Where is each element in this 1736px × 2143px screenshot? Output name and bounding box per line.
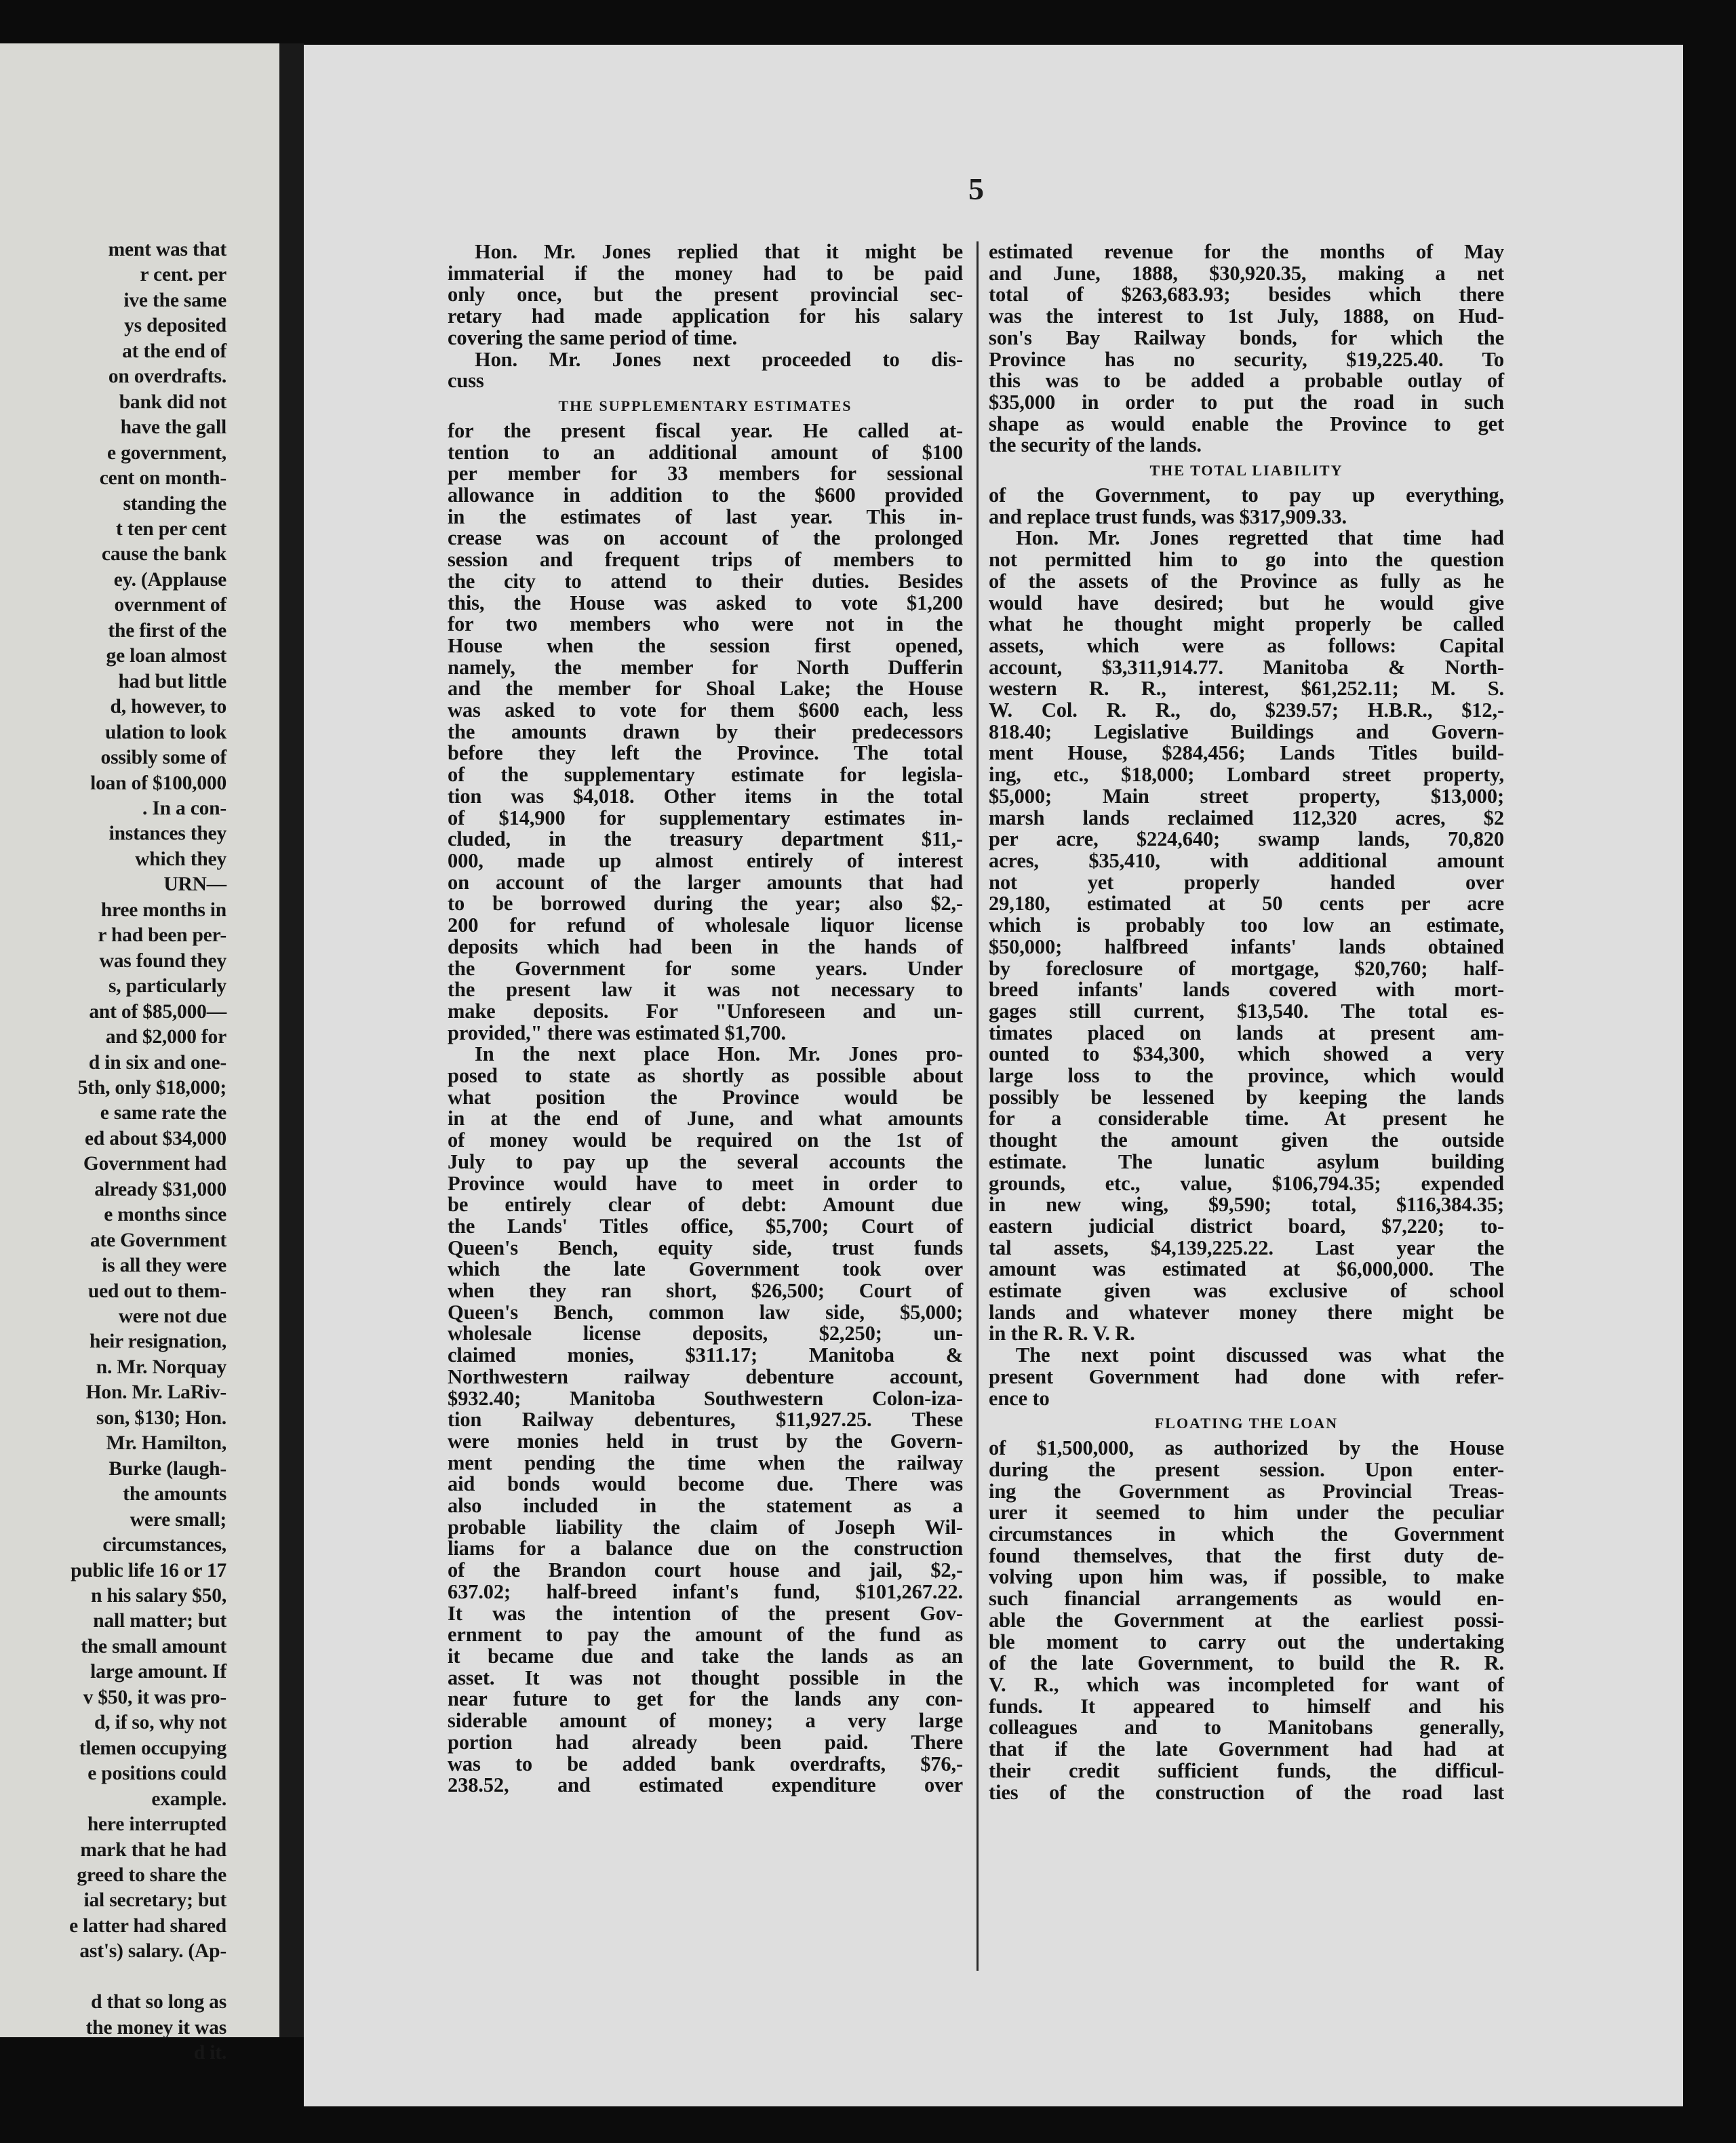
text-line: asset. It was not thought possible in the bbox=[448, 1666, 963, 1689]
text-line: ties of the construction of the road last bbox=[989, 1780, 1504, 1804]
text-line: the present law it was not necessary to bbox=[448, 978, 963, 1002]
text-line: tal assets, $4,139,225.22. Last year the bbox=[989, 1236, 1504, 1259]
text-line: which the late Government took over bbox=[448, 1257, 963, 1281]
text-line: was asked to vote for them $600 each, less bbox=[448, 699, 963, 722]
text-column-right bbox=[989, 241, 1504, 1803]
left-fragment-line: at the end of bbox=[122, 340, 226, 362]
text-line: estimate given was exclusive of school bbox=[989, 1279, 1504, 1303]
text-line: what he thought might properly be called bbox=[989, 612, 1504, 636]
text-line: only once, but the present provincial sec- bbox=[448, 283, 963, 307]
text-line: ble moment to carry out the undertaking bbox=[989, 1630, 1504, 1653]
text-line: in the R. R. V. R. bbox=[989, 1322, 1135, 1345]
left-fragment-line: e latter had shared bbox=[69, 1914, 226, 1937]
text-line: crease was on account of the prolonged bbox=[448, 526, 963, 550]
text-line: per member for 33 members for sessional bbox=[448, 462, 963, 486]
text-line: tion Railway debentures, $11,927.25. These bbox=[448, 1408, 963, 1432]
text-line: before they left the Province. The total bbox=[448, 741, 963, 765]
text-line: per acre, $224,640; swamp lands, 70,820 bbox=[989, 827, 1504, 851]
left-fragment-line: greed to share the bbox=[77, 1864, 226, 1886]
left-fragment-line: tlemen occupying bbox=[79, 1737, 226, 1759]
column-divider bbox=[976, 241, 979, 1971]
left-fragment-line: had but little bbox=[118, 670, 226, 692]
text-line: House when the session first opened, bbox=[448, 633, 963, 657]
text-line: Hon. Mr. Jones replied that it might be bbox=[475, 240, 963, 263]
text-line: that if the late Government had had at bbox=[989, 1737, 1504, 1761]
text-line: colleagues and to Manitobans generally, bbox=[989, 1716, 1504, 1739]
text-line: timates placed on lands at present am- bbox=[989, 1021, 1504, 1044]
text-line: western R. R., interest, $61,252.11; M. S. bbox=[989, 677, 1504, 701]
left-fragment-line: example. bbox=[151, 1788, 226, 1810]
left-fragment-line: t ten per cent bbox=[116, 517, 226, 540]
text-line: found themselves, that the first duty de- bbox=[989, 1544, 1504, 1567]
text-line: Hon. Mr. Jones regretted that time had bbox=[1016, 526, 1504, 550]
text-line: cuss bbox=[448, 369, 484, 393]
left-fragment-line: ast's) salary. (Ap- bbox=[79, 1940, 226, 1963]
left-fragment-line: already $31,000 bbox=[94, 1178, 226, 1200]
left-fragment-line: the amounts bbox=[123, 1483, 226, 1506]
text-line: was the interest to 1st July, 1888, on Hud- bbox=[989, 304, 1504, 328]
text-line: amount was estimated at $6,000,000. The bbox=[989, 1257, 1504, 1281]
left-fragment-line: d, if so, why not bbox=[94, 1712, 226, 1734]
text-line: the amounts drawn by their predecessors bbox=[448, 720, 963, 743]
text-line: such financial arrangements as would en- bbox=[989, 1587, 1504, 1611]
text-line: marsh lands reclaimed 112,320 acres, $2 bbox=[989, 806, 1504, 829]
left-fragment-line: here interrupted bbox=[87, 1813, 226, 1836]
text-line: the Government for some years. Under bbox=[448, 956, 963, 980]
left-fragment-line: Hon. Mr. LaRiv- bbox=[85, 1381, 226, 1404]
left-fragment-line: the first of the bbox=[108, 619, 226, 642]
left-fragment-line: instances they bbox=[108, 823, 226, 845]
left-fragment-line: d, however, to bbox=[110, 696, 226, 718]
left-fragment-line: the money it was bbox=[85, 2016, 226, 2039]
left-fragment-line: loan of $100,000 bbox=[90, 772, 226, 794]
text-line: the Lands' Titles office, $5,700; Court of bbox=[448, 1214, 963, 1238]
left-fragment-line: r cent. per bbox=[140, 264, 226, 286]
text-line: 818.40; Legislative Buildings and Govern- bbox=[989, 720, 1504, 743]
left-fragment-line: e positions could bbox=[87, 1763, 226, 1785]
left-fragment-line: r had been per- bbox=[98, 924, 226, 947]
left-fragment-line: and $2,000 for bbox=[105, 1026, 226, 1048]
left-fragment-line: s, particularly bbox=[108, 975, 226, 998]
text-line: volving upon him was, if possible, to make bbox=[989, 1565, 1504, 1589]
text-line: grounds, etc., value, $106,794.35; expended bbox=[989, 1171, 1504, 1195]
left-fragment-line: was found they bbox=[99, 949, 226, 972]
left-fragment-line: d it. bbox=[193, 2042, 226, 2064]
text-line: July to pay up the several accounts the bbox=[448, 1149, 963, 1173]
text-line: of money would be required on the 1st of bbox=[448, 1128, 963, 1152]
text-column-left bbox=[448, 241, 963, 1796]
text-line: breed infants' lands covered with mort- bbox=[989, 978, 1504, 1002]
text-line: the security of the lands. bbox=[989, 433, 1202, 457]
left-fragment-line: have the gall bbox=[120, 416, 226, 439]
left-fragment-line: heir resignation, bbox=[89, 1331, 226, 1353]
left-fragment-line: ulation to look bbox=[105, 721, 226, 743]
text-line: and the member for Shoal Lake; the House bbox=[448, 677, 963, 701]
text-line: namely, the member for North Dufferin bbox=[448, 655, 963, 679]
text-line: immaterial if the money had to be paid bbox=[448, 261, 963, 285]
text-line: W. Col. R. R., do, $239.57; H.B.R., $12,- bbox=[989, 699, 1504, 722]
text-line: of $14,900 for supplementary estimates in- bbox=[448, 806, 963, 829]
text-line: posed to state as shortly as possible about bbox=[448, 1064, 963, 1088]
left-fragment-line: mark that he had bbox=[80, 1839, 226, 1861]
section-heading: THE SUPPLEMENTARY ESTIMATES bbox=[558, 397, 852, 414]
section-heading: THE TOTAL LIABILITY bbox=[1149, 462, 1343, 479]
text-line: it became due and take the lands as an bbox=[448, 1645, 963, 1668]
text-line: gages still current, $13,540. The total es- bbox=[989, 999, 1504, 1023]
text-line: of the Brandon court house and jail, $2,- bbox=[448, 1558, 963, 1582]
left-fragment-line: ued out to them- bbox=[87, 1280, 226, 1302]
text-line: ernment to pay the amount of the fund as bbox=[448, 1623, 963, 1647]
text-line: ounted to $34,300, which showed a very bbox=[989, 1042, 1504, 1066]
left-fragment-line: d in six and one- bbox=[88, 1051, 226, 1074]
text-line: acres, $35,410, with additional amount bbox=[989, 848, 1504, 872]
text-line: wholesale license deposits, $2,250; un- bbox=[448, 1322, 963, 1345]
text-line: this, the House was asked to vote $1,200 bbox=[448, 591, 963, 614]
text-line: funds. It appeared to himself and his bbox=[989, 1694, 1504, 1718]
text-line: covering the same period of time. bbox=[448, 326, 738, 349]
text-line: tion was $4,018. Other items in the total bbox=[448, 784, 963, 808]
text-line: V. R., which was incompleted for want of bbox=[989, 1673, 1504, 1696]
text-line: ence to bbox=[989, 1386, 1050, 1410]
left-fragment-line: bank did not bbox=[119, 391, 226, 413]
left-page-fragment bbox=[0, 43, 279, 2064]
left-fragment-line: on overdrafts. bbox=[108, 366, 226, 388]
text-line: $932.40; Manitoba Southwestern Colon-iza- bbox=[448, 1386, 963, 1410]
left-fragment-line: son, $130; Hon. bbox=[96, 1407, 226, 1429]
left-page-lines bbox=[0, 237, 226, 2066]
text-line: account, $3,311,914.77. Manitoba & North- bbox=[989, 655, 1504, 679]
text-line: Hon. Mr. Jones next proceeded to dis- bbox=[475, 347, 963, 371]
text-line: 238.52, and estimated expenditure over bbox=[448, 1773, 963, 1797]
left-fragment-line: ge loan almost bbox=[106, 645, 226, 667]
text-line: In the next place Hon. Mr. Jones pro- bbox=[475, 1042, 963, 1066]
left-fragment-line: public life 16 or 17 bbox=[71, 1559, 226, 1581]
text-line: liams for a balance due on the construction bbox=[448, 1537, 963, 1560]
text-line: claimed monies, $311.17; Manitoba & bbox=[448, 1343, 963, 1367]
text-line: the city to attend to their duties. Besides bbox=[448, 569, 963, 593]
left-fragment-line: e same rate the bbox=[100, 1102, 226, 1124]
left-fragment-line: ate Government bbox=[90, 1229, 226, 1251]
left-fragment-line: v $50, it was pro- bbox=[83, 1686, 226, 1708]
text-line: son's Bay Railway bonds, for which the bbox=[989, 326, 1504, 349]
left-fragment-line: Government had bbox=[83, 1153, 226, 1175]
left-fragment-line: n his salary $50, bbox=[91, 1585, 226, 1607]
section-heading: FLOATING THE LOAN bbox=[1154, 1415, 1339, 1432]
text-line: ing, etc., $18,000; Lombard street property, bbox=[989, 763, 1504, 787]
text-line: of the Government, to pay up everything, bbox=[989, 484, 1504, 507]
text-line: what position the Province would be bbox=[448, 1085, 963, 1109]
text-line: cluded, in the treasury department $11,- bbox=[448, 827, 963, 851]
left-fragment-line: n. Mr. Norquay bbox=[96, 1356, 226, 1378]
text-line: in at the end of June, and what amounts bbox=[448, 1107, 963, 1131]
text-line: deposits which had been in the hands of bbox=[448, 935, 963, 958]
left-fragment-line: URN— bbox=[163, 873, 226, 896]
text-line: shape as would enable the Province to get bbox=[989, 412, 1504, 435]
text-line: siderable amount of money; a very large bbox=[448, 1709, 963, 1733]
left-fragment-line: large amount. If bbox=[90, 1661, 226, 1683]
text-line: present Government had done with refer- bbox=[989, 1364, 1504, 1388]
text-line: and replace trust funds, was $317,909.33. bbox=[989, 505, 1347, 528]
text-line: $5,000; Main street property, $13,000; bbox=[989, 784, 1504, 808]
left-fragment-line: is all they were bbox=[102, 1255, 226, 1277]
text-line: 29,180, estimated at 50 cents per acre bbox=[989, 892, 1504, 916]
text-line: retary had made application for his salary bbox=[448, 304, 963, 328]
text-line: session and frequent trips of members to bbox=[448, 548, 963, 572]
text-line: ment pending the time when the railway bbox=[448, 1451, 963, 1474]
text-line: probable liability the claim of Joseph Wil- bbox=[448, 1515, 963, 1539]
text-line: for a considerable time. At present he bbox=[989, 1107, 1504, 1131]
text-line: circumstances in which the Government bbox=[989, 1522, 1504, 1546]
left-fragment-line: overnment of bbox=[114, 594, 226, 616]
left-fragment-line: ial secretary; but bbox=[83, 1889, 226, 1912]
text-line: also included in the statement as a bbox=[448, 1494, 963, 1518]
text-line: make deposits. For "Unforeseen and un- bbox=[448, 999, 963, 1023]
text-line: aid bonds would become due. There was bbox=[448, 1472, 963, 1496]
text-line: tention to an additional amount of $100 bbox=[448, 440, 963, 464]
left-fragment-line: Burke (laugh- bbox=[108, 1457, 226, 1480]
text-line: was to be added bank overdrafts, $76,- bbox=[448, 1752, 963, 1775]
text-line: of $1,500,000, as authorized by the House bbox=[989, 1436, 1504, 1460]
text-line: of the supplementary estimate for legisla- bbox=[448, 763, 963, 787]
left-fragment-line: cause the bank bbox=[101, 543, 226, 566]
text-line: Queen's Bench, equity side, trust funds bbox=[448, 1236, 963, 1259]
text-line: their credit sufficient funds, the difficul- bbox=[989, 1758, 1504, 1782]
text-line: which is probably too low an estimate, bbox=[989, 913, 1504, 937]
left-fragment-line: ant of $85,000— bbox=[89, 1000, 226, 1023]
text-line: The next point discussed was what the bbox=[1016, 1343, 1504, 1367]
left-fragment-line: e months since bbox=[104, 1204, 226, 1226]
text-line: of the late Government, to build the R. R. bbox=[989, 1651, 1504, 1675]
text-line: in new wing, $9,590; total, $116,384.35; bbox=[989, 1193, 1504, 1217]
text-line: to be borrowed during the year; also $2,- bbox=[448, 892, 963, 916]
text-line: estimate. The lunatic asylum building bbox=[989, 1149, 1504, 1173]
text-line: for the present fiscal year. He called at- bbox=[448, 418, 963, 442]
left-fragment-line: circumstances, bbox=[102, 1534, 226, 1556]
text-line: assets, which were as follows: Capital bbox=[989, 633, 1504, 657]
text-line: during the present session. Upon enter- bbox=[989, 1457, 1504, 1481]
page-gutter bbox=[279, 43, 304, 2037]
text-line: by foreclosure of mortgage, $20,760; half- bbox=[989, 956, 1504, 980]
scan-border bbox=[1683, 37, 1736, 2143]
left-fragment-line: were not due bbox=[118, 1305, 226, 1328]
text-line: large loss to the province, which would bbox=[989, 1064, 1504, 1088]
text-line: $50,000; halfbreed infants' lands obtained bbox=[989, 935, 1504, 958]
text-line: Province would have to meet in order to bbox=[448, 1171, 963, 1195]
text-line: be entirely clear of debt: Amount due bbox=[448, 1193, 963, 1217]
text-line: for two members who were not in the bbox=[448, 612, 963, 636]
text-line: 200 for refund of wholesale liquor license bbox=[448, 913, 963, 937]
text-line: lands and whatever money there might be bbox=[989, 1300, 1504, 1324]
text-line: thought the amount given the outside bbox=[989, 1128, 1504, 1152]
text-line: estimated revenue for the months of May bbox=[989, 240, 1504, 263]
left-fragment-line: hree months in bbox=[100, 899, 226, 921]
text-line: Province has no security, $19,225.40. To bbox=[989, 347, 1504, 371]
text-line: not permitted him to go into the question bbox=[989, 548, 1504, 572]
text-line: not yet properly handed over bbox=[989, 870, 1504, 894]
left-fragment-line: ment was that bbox=[108, 239, 226, 260]
text-line: urer it seemed to him under the peculiar bbox=[989, 1501, 1504, 1525]
text-line: Northwestern railway debenture account, bbox=[448, 1364, 963, 1388]
left-fragment-line: standing the bbox=[123, 492, 226, 515]
left-fragment-line: . In a con- bbox=[142, 797, 226, 819]
text-line: ment House, $284,456; Lands Titles build- bbox=[989, 741, 1504, 765]
text-line: able the Government at the earliest possi- bbox=[989, 1608, 1504, 1632]
text-line: and June, 1888, $30,920.35, making a net bbox=[989, 261, 1504, 285]
left-fragment-line: ys deposited bbox=[124, 315, 226, 337]
left-fragment-line: ive the same bbox=[123, 289, 226, 311]
left-fragment-line bbox=[0, 1965, 226, 1990]
text-line: provided," there was estimated $1,700. bbox=[448, 1021, 786, 1044]
left-fragment-line: ed about $34,000 bbox=[84, 1127, 226, 1149]
text-line: on account of the larger amounts that had bbox=[448, 870, 963, 894]
text-line: eastern judicial district board, $7,220; to- bbox=[989, 1214, 1504, 1238]
text-line: this was to be added a probable outlay of bbox=[989, 369, 1504, 393]
text-line: 637.02; half-breed infant's fund, $101,267.22. bbox=[448, 1579, 963, 1603]
text-line: when they ran short, $26,500; Court of bbox=[448, 1279, 963, 1303]
left-fragment-line: nall matter; but bbox=[93, 1610, 226, 1632]
left-fragment-line: d that so long as bbox=[91, 1991, 226, 2013]
text-line: total of $263,683.93; besides which there bbox=[989, 283, 1504, 307]
left-fragment-line: which they bbox=[135, 848, 226, 870]
left-fragment-line: the small amount bbox=[81, 1635, 226, 1657]
text-line: It was the intention of the present Gov- bbox=[448, 1601, 963, 1625]
left-fragment-line: 5th, only $18,000; bbox=[77, 1076, 226, 1099]
text-line: portion had already been paid. There bbox=[448, 1730, 963, 1754]
text-line: near future to get for the lands any con- bbox=[448, 1687, 963, 1711]
text-line: of the assets of the Province as fully as he bbox=[989, 569, 1504, 593]
text-line: allowance in addition to the $600 provided bbox=[448, 484, 963, 507]
page-number: 5 bbox=[968, 172, 984, 206]
text-line: $35,000 in order to put the road in such bbox=[989, 390, 1504, 414]
text-line: were monies held in trust by the Govern- bbox=[448, 1429, 963, 1453]
left-fragment-line: cent on month- bbox=[99, 467, 226, 490]
text-line: possibly be lessened by keeping the lands bbox=[989, 1085, 1504, 1109]
text-line: Queen's Bench, common law side, $5,000; bbox=[448, 1300, 963, 1324]
left-fragment-line: ossibly some of bbox=[100, 747, 226, 769]
text-line: in the estimates of last year. This in- bbox=[448, 505, 963, 528]
text-line: ing the Government as Provincial Treas- bbox=[989, 1479, 1504, 1503]
left-fragment-line: Mr. Hamilton, bbox=[106, 1432, 226, 1455]
left-fragment-line: ey. (Applause bbox=[113, 568, 226, 591]
text-line: would have desired; but he would give bbox=[989, 591, 1504, 614]
text-line: 000, made up almost entirely of interest bbox=[448, 848, 963, 872]
left-fragment-line: e government, bbox=[107, 441, 226, 464]
left-fragment-line: were small; bbox=[130, 1508, 226, 1531]
